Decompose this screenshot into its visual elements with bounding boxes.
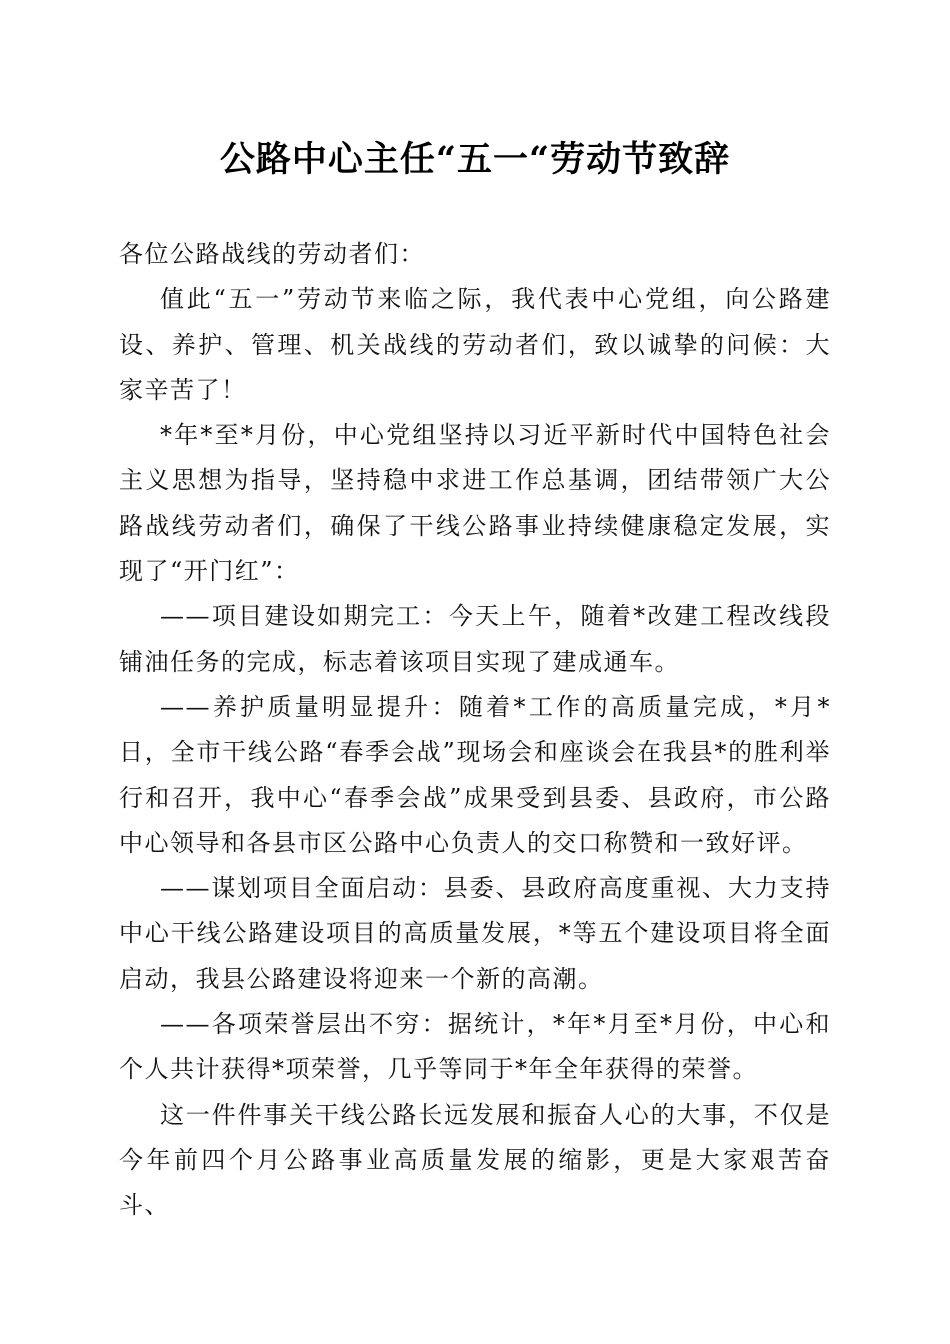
paragraph-project-completion: ——项目建设如期完工：今天上午，随着*改建工程改线段铺油任务的完成，标志着该项目实现了建成通车。 <box>119 602 831 676</box>
paragraph-maintenance-quality: ——养护质量明显提升：随着*工作的高质量完成，*月*日，全市干线公路“春季会战”现场会和座谈会在我县*的胜利举行和召开，我中心“春季会战”成果受到县委、县政府，市公路中心领导和各县市区公路中心负责人的交口称赞和一致好评。 <box>119 692 831 857</box>
paragraph-conclusion: 这一件件事关干线公路长远发展和振奋人心的大事，不仅是今年前四个月公路事业高质量发展的缩影，更是大家艰苦奋斗、 <box>119 1100 831 1220</box>
document-body <box>119 232 831 1229</box>
paragraph-planned-projects: ——谋划项目全面启动：县委、县政府高度重视、大力支持中心干线公路建设项目的高质量发展，*等五个建设项目将全面启动，我县公路建设将迎来一个新的高潮。 <box>119 874 831 993</box>
paragraph-summary: *年*至*月份，中心党组坚持以习近平新时代中国特色社会主义思想为指导，坚持稳中求进工作总基调，团结带领广大公路战线劳动者们，确保了干线公路事业持续健康稳定发展，实现了“开门红”： <box>119 421 831 586</box>
paragraph-greeting: 值此“五一”劳动节来临之际，我代表中心党组，向公路建设、养护、管理、机关战线的劳动者们，致以诚挚的问候：大家辛苦了！ <box>119 285 831 404</box>
document-title: 公路中心主任“五一“劳动节致辞 <box>219 139 731 180</box>
paragraph-honors: ——各项荣誉层出不穷：据统计，*年*月至*月份，中心和个人共计获得*项荣誉，几乎等同于*年全年获得的荣誉。 <box>119 1010 831 1084</box>
salutation: 各位公路战线的劳动者们： <box>119 240 425 268</box>
